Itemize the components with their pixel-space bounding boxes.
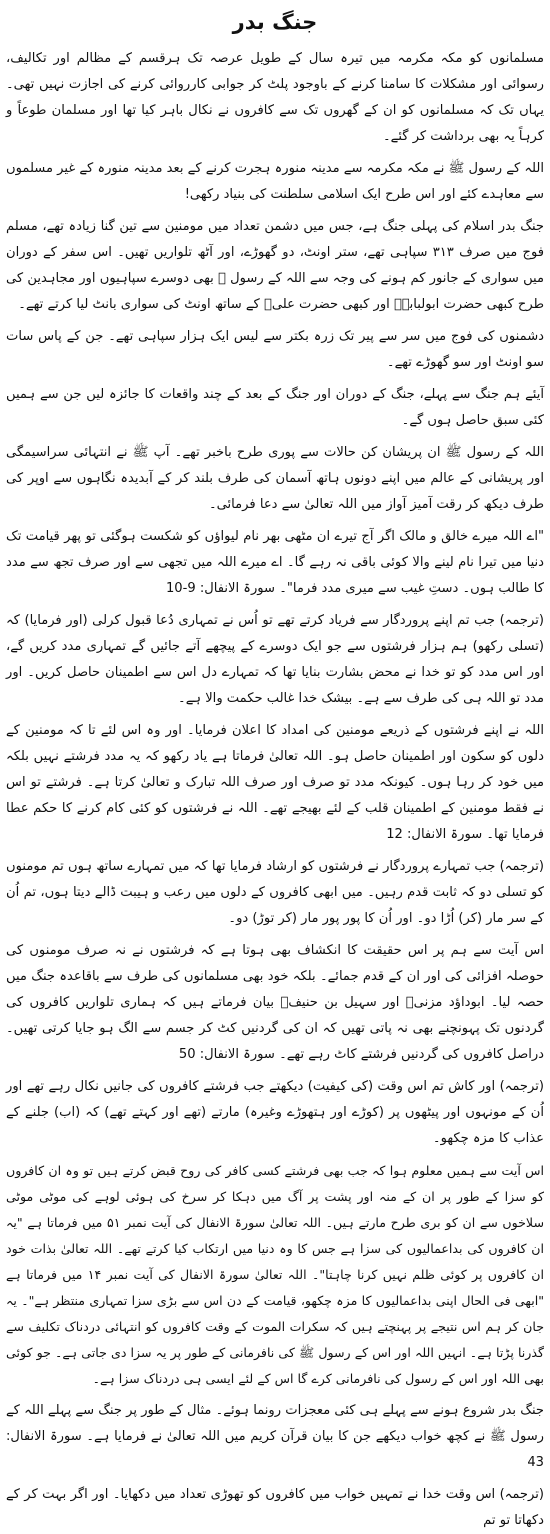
paragraph-hijrah: اللہ کے رسول ﷺ نے مکہ مکرمہ سے مدینہ منورہ ہجرت کرنے کے بعد مدینہ منورہ کے غیر مسلموں سے معاہدے کئے اور اس طرح ایک اسلامی سلطنت کی بنیاد رکھی! <box>6 161 544 202</box>
paragraph-translation-anfal-9-10: (ترجمہ) جب تم اپنے پروردگار سے فریاد کرتے تھے تو اُس نے تمہاری دُعا قبول کرلی (اور فرمایا) کہ (تسلی رکھو) ہم ہزار فرشتوں سے جو ایک دوسرے کے پیچھے آتے جائیں گے تمہاری مدد کریں گے، اور اس مدد کو تو خدا نے محض بشارت بنایا تھا کہ تمہارے دل اس سے اطمینان حاصل کریں۔ اور مدد تو اللہ ہی کی طرف سے ہے۔ بیشک خدا غالب حکمت والا ہے۔ <box>6 613 544 706</box>
paragraph-dua-quote: "اے اللہ میرے خالق و مالک اگر آج تیرے ان مٹھی بھر نام لیواؤں کو شکست ہوگئی تو پھر قیامت تک دنیا میں تیرا نام لینے والا کوئی باقی نہ رہے گا۔ اے میرے اللہ میں تجھی سے اور صرف تجھ سے مدد کا طالب ہوں۔ دستِ غیب سے میری مدد فرما"۔ سورۃ الانفال: 9-10 <box>6 529 544 596</box>
paragraph-prophet-prayer: اللہ کے رسول ﷺ ان پریشان کن حالات سے پوری طرح باخبر تھے۔ آپ ﷺ نے انتہائی سراسیمگی اور پریشانی کے عالم میں اپنے دونوں ہاتھ آسمان کی طرف بلند کر کے آبدیدہ نگاہوں سے اوپر کی طرف دیکھ کر رقت آمیز آواز میں اللہ تعالیٰ سے دعا فرمائی۔ <box>6 445 544 512</box>
article-body <box>6 46 544 1534</box>
paragraph-muslim-army: جنگ بدر اسلام کی پہلی جنگ ہے، جس میں دشمن تعداد میں مومنین سے تین گنا زیادہ تھے، مسلم فوج میں صرف ۳۱۳ سپاہی تھے، ستر اونٹ، دو گھوڑے، اور آٹھ تلواریں تھیں۔ اس سفر کے دوران میں سواری کے جانور کم ہونے کی وجہ سے اللہ کے رسول ﷺ بھی دوسرے سپاہیوں اور مجاہدین کی طرح کبھی حضرت ابولبابہؓ اور کبھی حضرت علیؓ کے ساتھ اونٹ کی سواری بانٹ لیا کرتے تھے۔ <box>6 219 545 312</box>
paragraph-lessons: آیئے ہم جنگ سے پہلے، جنگ کے دوران اور جنگ کے بعد کے چند واقعات کا جائزہ لیں جن سے ہمیں کئی سبق حاصل ہوں گے۔ <box>6 387 544 428</box>
paragraph-miracles: جنگ بدر شروع ہونے سے پہلے ہی کئی معجزات رونما ہوئے۔ مثال کے طور پر جنگ سے پہلے اللہ کے رسول ﷺ نے کچھ خواب دیکھے جن کا بیان قرآن کریم میں اللہ تعالیٰ نے فرمایا ہے۔ سورۃ الانفال: 43 <box>6 1403 544 1470</box>
paragraph-translation-anfal-43: (ترجمہ) اس وقت خدا نے تمہیں خواب میں کافروں کو تھوڑی تعداد میں دکھایا۔ اور اگر بہت کر کے دکھاتا تو تم <box>6 1487 544 1528</box>
paragraph-intro: مسلمانوں کو مکہ مکرمہ میں تیرہ سال کے طویل عرصہ تک ہرقسم کے مظالم اور تکالیف، رسوائی اور مشکلات کا سامنا کرنے کے باوجود پلٹ کر جوابی کارروائی کرنے کی اجازت نہیں تھی۔ یہاں تک کہ مسلمانوں کو ان کے گھروں تک سے کافروں نے نکال باہر کیا تھا اور مسلمان طوعاً و کرہاً یہ بھی برداشت کر گئے۔ <box>6 51 544 144</box>
article-title: جنگ بدر <box>232 10 318 34</box>
paragraph-translation-anfal-50: (ترجمہ) اور کاش تم اس وقت (کی کیفیت) دیکھتے جب فرشتے کافروں کی جانیں نکال رہے تھے اور اُن کے مونہوں اور پیٹھوں پر (کوڑے اور ہتھوڑے وغیرہ) مارتے (تھے اور کہتے تھے) کہ (اب) جلنے کے عذاب کا مزہ چکھو۔ <box>6 1079 544 1146</box>
paragraph-angels-fought: اس آیت سے ہم پر اس حقیقت کا انکشاف بھی ہوتا ہے کہ فرشتوں نے نہ صرف مومنوں کی حوصلہ افزائی کی اور ان کے قدم جمائے۔ بلکہ خود بھی مسلمانوں کی طرف سے باقاعدہ جنگ میں حصہ لیا۔ ابوداؤد مزنیؓ اور سہیل بن حنیفؓ بیان فرماتے ہیں کہ ہماری تلواریں کافروں کی گردنوں تک پہونچنے بھی نہ پاتی تھیں کہ ان کی گردنیں کٹ کر جسم سے الگ ہو جایا کرتی تھیں۔ دراصل کافروں کی گردنیں فرشتے کاٹ رہے تھے۔ سورۃ الانفال: 50 <box>6 943 544 1062</box>
paragraph-enemy-army: دشمنوں کی فوج میں سر سے پیر تک زرہ بکتر سے لیس ایک ہزار سپاہی تھے۔ جن کے پاس سات سو اونٹ اور سو گھوڑے تھے۔ <box>6 329 544 370</box>
paragraph-punishment: اس آیت سے ہمیں معلوم ہوا کہ جب بھی فرشتے کسی کافر کی روح قبض کرتے ہیں تو وہ ان کافروں کو سزا کے طور پر ان کے منہ اور پشت پر آگ میں دہکا کر سرخ کی ہوئی لوہے کی موٹی موٹی سلاخوں سے ان کو بری طرح مارتے ہیں۔ اللہ تعالیٰ سورۃ الانفال کی آیت نمبر ۵۱ میں فرماتا ہے "یہ ان کافروں کی بداعمالیوں کی سزا ہے جس کا وہ دنیا میں ارتکاب کیا کرتے تھے۔ اللہ تعالیٰ بذات خود ان کافروں پر کوئی ظلم نہیں کرنا چاہتا"۔ اللہ تعالیٰ سورۃ الانفال کی آیت نمبر ۱۴ میں فرماتا ہے "ابھی فی الحال اپنی بداعمالیوں کا مزہ چکھو، قیامت کے دن اس سے بڑی سزا تمہاری منتظر ہے"۔ یہ جان کر ہم اس نتیجے پر پہنچتے ہیں کہ سکرات الموت کے وقت کافروں کو انتہائی دردناک تکلیف سے گذرنا پڑتا ہے۔ انہیں اللہ اور اس کے رسول ﷺ کی نافرمانی کے طور پر یہ سزا دی جاتی ہے۔ جو کوئی بھی اللہ اور اس کے رسول کی نافرمانی کرے گا اس کے لئے ایسی ہی دردناک سزا ہے۔ <box>6 1163 544 1386</box>
paragraph-angels-help: اللہ نے اپنے فرشتوں کے ذریعے مومنین کی امداد کا اعلان فرمایا۔ اور وہ اس لئے تا کہ مومنین کے دلوں کو سکون اور اطمینان حاصل ہو۔ اللہ تعالیٰ فرماتا ہے یاد رکھو کہ یہ مدد فرشتے نہیں بلکہ میں خود کر رہا ہوں۔ کیونکہ مدد تو صرف اور صرف اللہ تبارک و تعالیٰ کرتا ہے۔ فرشتے تو اس نے فقط مومنین کے اطمینان قلب کے لئے بھیجے تھے۔ اللہ نے فرشتوں کو کئی کام کرنے کا حکم عطا فرمایا تھا۔ سورۃ الانفال: 12 <box>6 723 544 842</box>
paragraph-translation-anfal-12: (ترجمہ) جب تمہارے پروردگار نے فرشتوں کو ارشاد فرمایا تھا کہ میں تمہارے ساتھ ہوں تم مومنوں کو تسلی دو کہ ثابت قدم رہیں۔ میں ابھی کافروں کے دلوں میں رعب و ہیبت ڈالے دیتا ہوں، تم اُن کے سر مار (کر) اُڑا دو۔ اور اُن کا پور پور مار (کر توڑ) دو۔ <box>6 859 544 926</box>
